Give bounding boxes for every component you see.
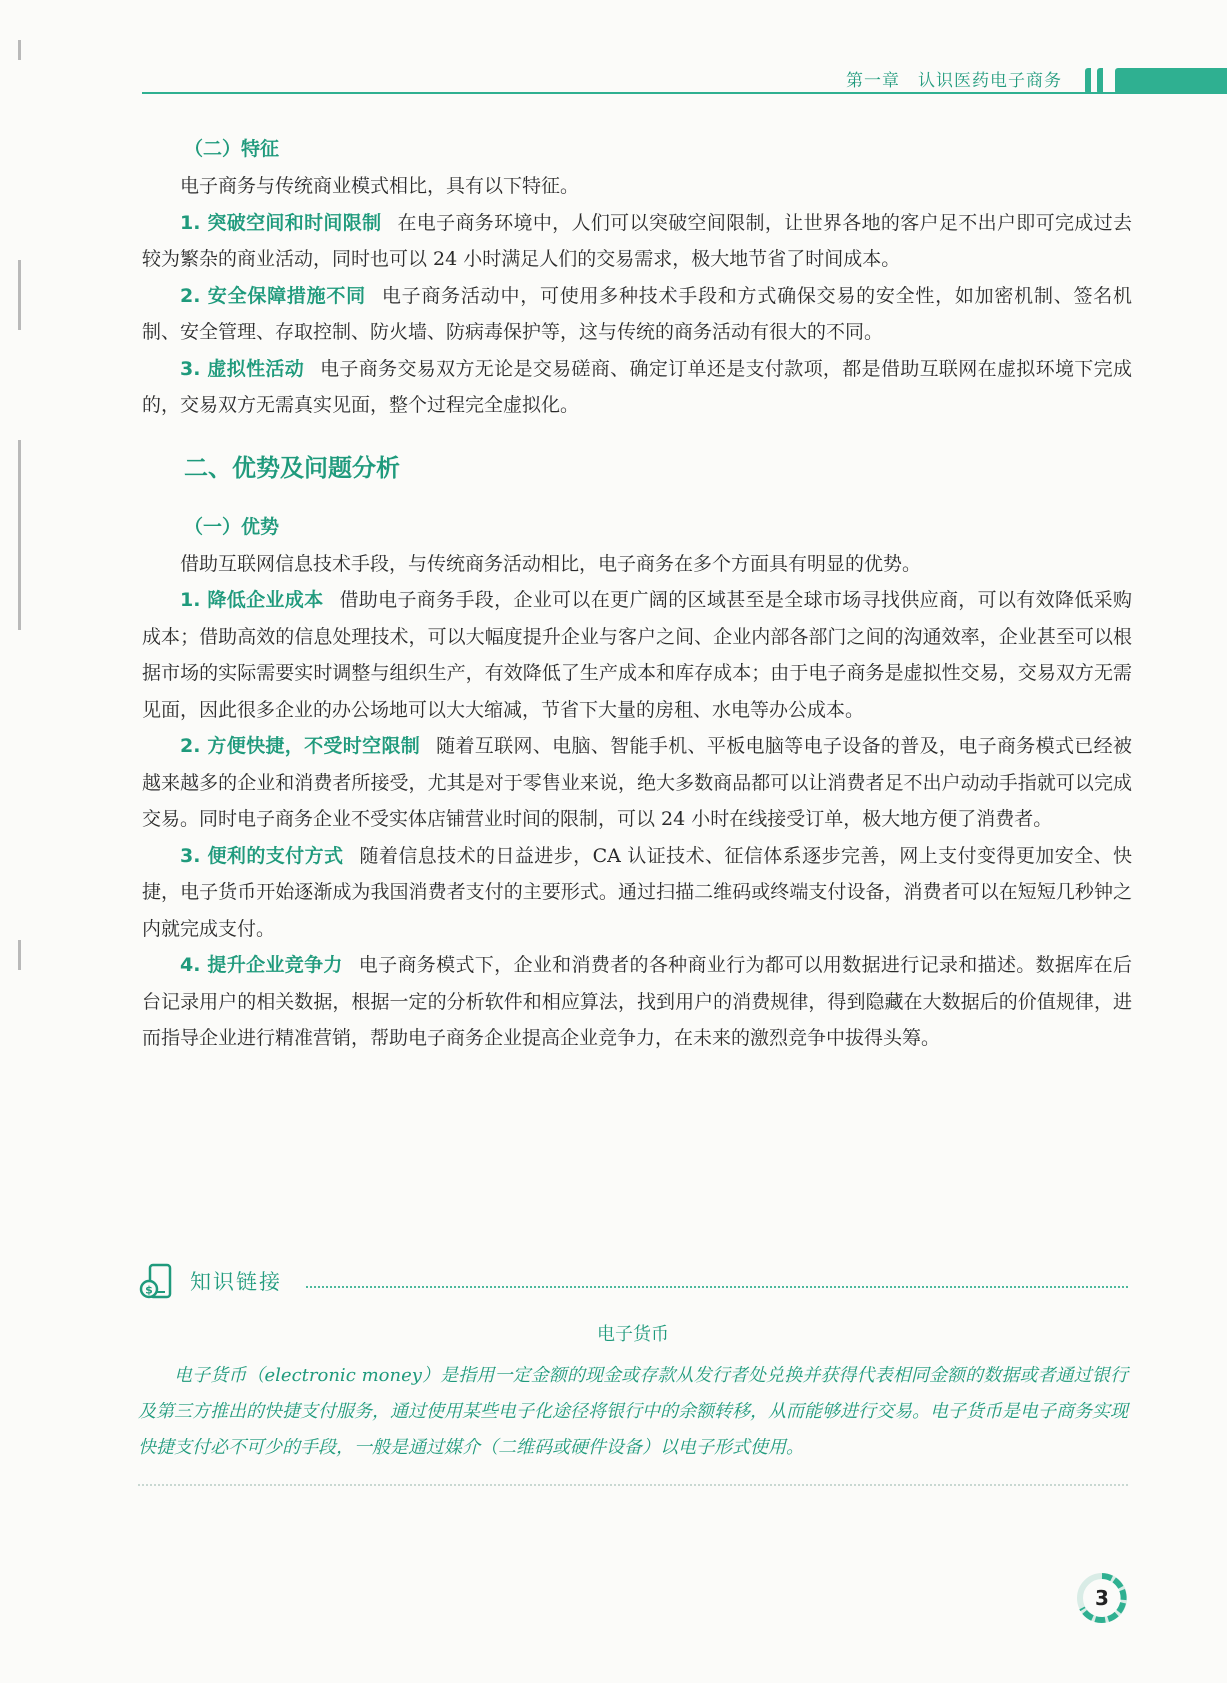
advantage-item-text: 借助电子商务手段，企业可以在更广阔的区域甚至是全球市场寻找供应商，可以有效降低采购成本；借助高效的信息处理技术，可以大幅度提升企业与客户之间、企业内部各部门之间的沟通效率，企业甚至可以根据市场的实际需要实时调整与组织生产，有效降低了生产成本和库存成本；由于电子商务是虚拟性交易，交易双方无需见面，因此很多企业的办公场地可以大大缩减，节省下大量的房租、水电等办公成本。 — [142, 589, 1132, 721]
margin-mark — [18, 940, 21, 970]
advantage-item-lead: 2. 方便快捷，不受时空限制 — [180, 735, 421, 757]
svg-text:$: $ — [145, 1283, 153, 1297]
feature-item — [142, 278, 1132, 351]
feature-item — [142, 205, 1132, 278]
advantage-item-text: 随着互联网、电脑、智能手机、平板电脑等电子设备的普及，电子商务模式已经被越来越多的企业和消费者所接受，尤其是对于零售业来说，绝大多数商品都可以让消费者足不出户动动手指就可以完成交易。同时电子商务企业不受实体店铺营业时间的限制，可以 24 小时在线接受订单，极大地方便了消费者。 — [142, 735, 1132, 830]
header-tab-decoration — [1085, 68, 1091, 94]
advantage-item-text: 电子商务模式下，企业和消费者的各种商业行为都可以用数据进行记录和描述。数据库在后台记录用户的相关数据，根据一定的分析软件和相应算法，找到用户的消费规律，得到隐藏在大数据后的价值规律，进而指导企业进行精准营销，帮助电子商务企业提高企业竞争力，在未来的激烈竞争中拔得头筹。 — [142, 954, 1132, 1049]
advantage-item — [142, 838, 1132, 948]
header-tab-block — [1115, 68, 1227, 94]
margin-mark — [18, 40, 21, 60]
header-text — [828, 66, 1062, 91]
header-rule — [142, 92, 1162, 94]
dotted-divider — [306, 1286, 1128, 1288]
feature-item-text: 电子商务交易双方无论是交易磋商、确定订单还是支付款项，都是借助互联网在虚拟环境下完成的，交易双方无需真实见面，整个过程完全虚拟化。 — [142, 357, 1132, 416]
feature-item — [142, 351, 1132, 424]
features-intro: 电子商务与传统商业模式相比，具有以下特征。 — [180, 175, 580, 197]
page-number: 3 — [1095, 1586, 1109, 1610]
advantage-item — [142, 728, 1132, 838]
main-content — [142, 130, 1132, 1057]
feature-item-lead: 1. 突破空间和时间限制 — [180, 211, 382, 234]
feature-item-text: 在电子商务环境中，人们可以突破空间限制，让世界各地的客户足不出户即可完成过去较为繁杂的商业活动，同时也可以 24 小时满足人们的交易需求，极大地节省了时间成本。 — [142, 211, 1132, 270]
features-heading: （二）特征 — [184, 138, 280, 160]
knowledge-link-header — [138, 1262, 1128, 1302]
advantage-item-lead: 3. 便利的支付方式 — [180, 844, 344, 867]
advantage-item — [142, 582, 1132, 728]
margin-mark — [18, 260, 21, 330]
header-chapter: 第一章 — [846, 71, 900, 91]
advantages-heading: （一）优势 — [184, 515, 280, 538]
mobile-payment-icon — [138, 1262, 178, 1302]
knowledge-link-subtitle: 电子货币 — [597, 1324, 669, 1345]
section-heading: 二、优势及问题分析 — [184, 453, 400, 482]
header-title: 认识医药电子商务 — [918, 71, 1062, 91]
running-header — [142, 62, 1227, 94]
feature-item-text: 电子商务活动中，可使用多种技术手段和方式确保交易的安全性，如加密机制、签名机制、安全管理、存取控制、防火墙、防病毒保护等，这与传统的商务活动有很大的不同。 — [142, 284, 1132, 343]
advantage-item-text: 随着信息技术的日益进步，CA 认证技术、征信体系逐步完善，网上支付变得更加安全、快捷，电子货币开始逐渐成为我国消费者支付的主要形式。通过扫描二维码或终端支付设备，消费者可以在短短几秒钟之内就完成支付。 — [142, 844, 1132, 940]
knowledge-link-title: 知识链接 — [190, 1270, 282, 1294]
page-number-badge — [1074, 1570, 1130, 1626]
advantage-item — [142, 947, 1132, 1057]
advantages-intro: 借助互联网信息技术手段，与传统商务活动相比，电子商务在多个方面具有明显的优势。 — [180, 552, 922, 575]
knowledge-link-body: 电子货币（electronic money）是指用一定金额的现金或存款从发行者处兑换并获得代表相同金额的数据或者通过银行及第三方推出的快捷支付服务，通过使用某些电子化途径将银行中的余额转移，从而能够进行交易。电子货币是电子商务实现快捷支付必不可少的手段，一般是通过媒介（二维码或硬件设备）以电子形式使用。 — [138, 1365, 1128, 1458]
dotted-divider — [138, 1484, 1128, 1486]
feature-item-lead: 3. 虚拟性活动 — [180, 357, 305, 380]
advantage-item-lead: 4. 提升企业竞争力 — [180, 954, 343, 976]
margin-mark — [18, 440, 21, 630]
feature-item-lead: 2. 安全保障措施不同 — [180, 284, 366, 307]
header-tab-decoration — [1097, 68, 1103, 94]
advantage-item-lead: 1. 降低企业成本 — [180, 589, 324, 611]
knowledge-link-box — [138, 1262, 1128, 1486]
